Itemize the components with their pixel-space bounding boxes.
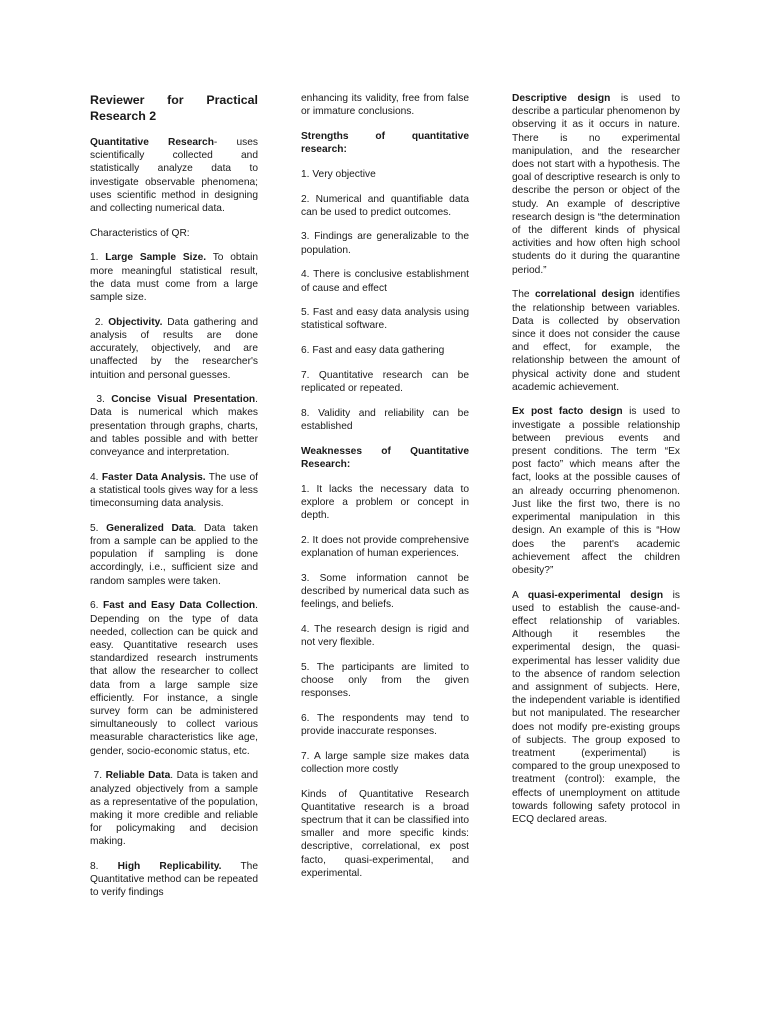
weaknesses-list bbox=[301, 483, 469, 776]
quasi-experimental-paragraph bbox=[512, 589, 680, 827]
quasi-prefix: A bbox=[512, 589, 528, 601]
weakness-item: 4. The research design is rigid and not very flexible. bbox=[301, 623, 469, 648]
item-number: 3. bbox=[90, 394, 112, 406]
item-text: The use of a statistical tools gives way for a less timeconsuming data analysis. bbox=[90, 471, 258, 510]
item-term: High Replicability. bbox=[117, 861, 222, 873]
kinds-paragraph: Kinds of Quantitative Research Quantitative research is a broad spectrum that it can be classified into smaller and more specific kinds: descriptive, correlational, ex post facto, quasi-experimental, and experimental. bbox=[301, 788, 469, 879]
weakness-item: 2. It does not provide comprehensive explanation of human experiences. bbox=[301, 534, 469, 559]
weaknesses-heading bbox=[301, 445, 469, 471]
strength-item: 6. Fast and easy data gathering bbox=[301, 345, 445, 357]
item-term: Faster Data Analysis. bbox=[101, 471, 206, 483]
strength-item: 3. Findings are generalizable to the population. bbox=[301, 231, 469, 256]
qr-term: Quantitative Research bbox=[90, 137, 214, 148]
item-term: Fast and Easy Data Collection bbox=[103, 600, 256, 612]
strength-item: 7. Quantitative research can be replicated or repeated. bbox=[301, 369, 469, 395]
descriptive-term: Descriptive design bbox=[512, 93, 611, 104]
item-number: 6. bbox=[90, 600, 103, 612]
weakness-item: 6. The respondents may tend to provide inaccurate responses. bbox=[301, 712, 469, 737]
item-text: . Data is taken and analyzed objectively from a sample as a representative of the population, making it more credible and reliable for policymaking and decision making. bbox=[90, 770, 258, 848]
characteristics-heading: Characteristics of QR: bbox=[90, 227, 190, 239]
item-number: 8. bbox=[90, 861, 118, 873]
weakness-item: 7. A large sample size makes data collection more costly bbox=[301, 750, 469, 775]
item-number: 5. bbox=[90, 522, 107, 534]
item-text: . Data is numerical which makes presentation through graphs, charts, and tables possible and with better conveyance and interpretation. bbox=[90, 394, 258, 459]
correlational-text: identifies the relationship between variables. Data is collected by observation since it does not consider the cause and effect, for example, the relationship between the amount of physical activity done and student academic achievement. bbox=[512, 289, 680, 393]
strength-item: 1. Very objective bbox=[301, 168, 376, 180]
item-term: Concise Visual Presentation bbox=[111, 394, 256, 406]
title-line-1: Reviewer for Practical bbox=[90, 93, 258, 107]
ex-post-facto-term: Ex post facto design bbox=[512, 406, 623, 418]
strengths-heading-line-1: Strengths of quantitative bbox=[301, 130, 469, 142]
quasi-text: is used to establish the cause-and-effect relationship of variables. Although it resembles the experimental design, the quasi-experimental has lesser validity due to the absence of random selection and assignment of subjects. Here, the independent variable is identified but not manipulated. The researcher does not modify pre-existing groups of subjects. The group exposed to treatment (experimental) is compared to the group unexposed to treatment (control): example, the effects of unemployment on attitude towards following safety protocol in ECQ declared areas. bbox=[512, 589, 681, 826]
characteristic-item bbox=[90, 471, 258, 511]
strengths-heading-line-2: research: bbox=[301, 144, 347, 156]
characteristic-item bbox=[90, 860, 258, 900]
characteristics-list bbox=[90, 251, 258, 899]
item-text: The Quantitative method can be repeated to verify findings bbox=[90, 861, 259, 899]
weaknesses-heading-line-1: Weaknesses of Quantitative bbox=[301, 445, 469, 457]
strengths-heading bbox=[301, 130, 469, 156]
strengths-list bbox=[301, 168, 469, 433]
item-text: To obtain more meaningful statistical result, the data must come from a large sample size. bbox=[90, 252, 259, 304]
qr-def-text: - uses scientifically collected and statistically analyze data to investigate observable phenomena; uses scientific method in designing and collecting numerical data. bbox=[90, 137, 258, 215]
weakness-item: 5. The participants are limited to choose only from the given responses. bbox=[301, 661, 469, 699]
item-term: Reliable Data bbox=[105, 770, 171, 782]
characteristic-item bbox=[90, 769, 258, 848]
item-term: Generalized Data bbox=[106, 522, 194, 534]
document-title bbox=[90, 92, 258, 124]
item-number: 4. bbox=[90, 471, 102, 483]
correlational-prefix: The bbox=[512, 289, 535, 301]
characteristic-item bbox=[90, 251, 258, 304]
item-text: Data gathering and analysis of results are done accurately, objectively, and are unaffected by the researcher's intuition and personal guesses. bbox=[90, 316, 258, 381]
strength-item: 8. Validity and reliability can be established bbox=[301, 407, 469, 432]
qr-definition bbox=[90, 136, 258, 215]
weakness-item: 1. It lacks the necessary data to explore a problem or concept in depth. bbox=[301, 483, 469, 521]
item-number: 2. bbox=[90, 316, 109, 328]
characteristic-item bbox=[90, 316, 258, 382]
item-text: . Depending on the type of data needed, collection can be quick and easy. Quantitative research uses standardized research instruments that allow the researcher to collect data from a large sample size efficiently. For instance, a single survey form can be administered simultaneously to collect various measurable characteristics like age, gender, socio-economic status, etc. bbox=[90, 600, 259, 757]
item-text: . Data taken from a sample can be applied to the population if sampling is done accordingly, i.e., sufficient size and random samples were taken. bbox=[90, 522, 258, 587]
correlational-term: correlational design bbox=[534, 289, 635, 301]
column-3 bbox=[512, 92, 680, 838]
characteristic-item bbox=[90, 522, 258, 588]
descriptive-paragraph bbox=[512, 92, 680, 277]
characteristic-item bbox=[90, 393, 258, 459]
column-2 bbox=[301, 92, 469, 891]
ex-post-facto-text: is used to investigate a possible relationship between previous events and present conditions. The term “Ex post facto” which means after the fact, looks at the possible causes of an already occurring phenomenon. Just like the first two, there is no experimental manipulation in this design. An example of this is “How does the parent's academic achievement affect the children obesity?” bbox=[512, 406, 680, 576]
correlational-paragraph bbox=[512, 288, 680, 394]
title-line-2: Research 2 bbox=[90, 109, 157, 123]
weakness-item: 3. Some information cannot be described by numerical data such as feelings, and beliefs. bbox=[301, 572, 469, 610]
ex-post-facto-paragraph bbox=[512, 405, 680, 577]
strength-item: 4. There is conclusive establishment of cause and effect bbox=[301, 269, 469, 294]
descriptive-text: is used to describe a particular phenomenon by observing it as it occurs in nature. There is no experimental manipulation, and the researcher does not start with a hypothesis. The goal of descriptive research is only to describe the person or object of the study. An example of descriptive research design is “the determination of the different kinds of physical activities and how often high school students do it during the quarantine period.” bbox=[512, 93, 681, 276]
strength-item: 5. Fast and easy data analysis using statistical software. bbox=[301, 307, 469, 332]
item-number: 1. bbox=[90, 252, 106, 264]
characteristic-item bbox=[90, 599, 258, 757]
weaknesses-heading-line-2: Research: bbox=[301, 458, 351, 470]
item-term: Objectivity. bbox=[108, 316, 163, 328]
item-term: Large Sample Size. bbox=[105, 252, 207, 264]
continued-text: enhancing its validity, free from false or immature conclusions. bbox=[301, 93, 469, 118]
column-1 bbox=[90, 92, 258, 911]
strength-item: 2. Numerical and quantifiable data can be used to predict outcomes. bbox=[301, 193, 469, 218]
item-number: 7. bbox=[90, 770, 106, 782]
quasi-term: quasi-experimental design bbox=[527, 589, 664, 601]
